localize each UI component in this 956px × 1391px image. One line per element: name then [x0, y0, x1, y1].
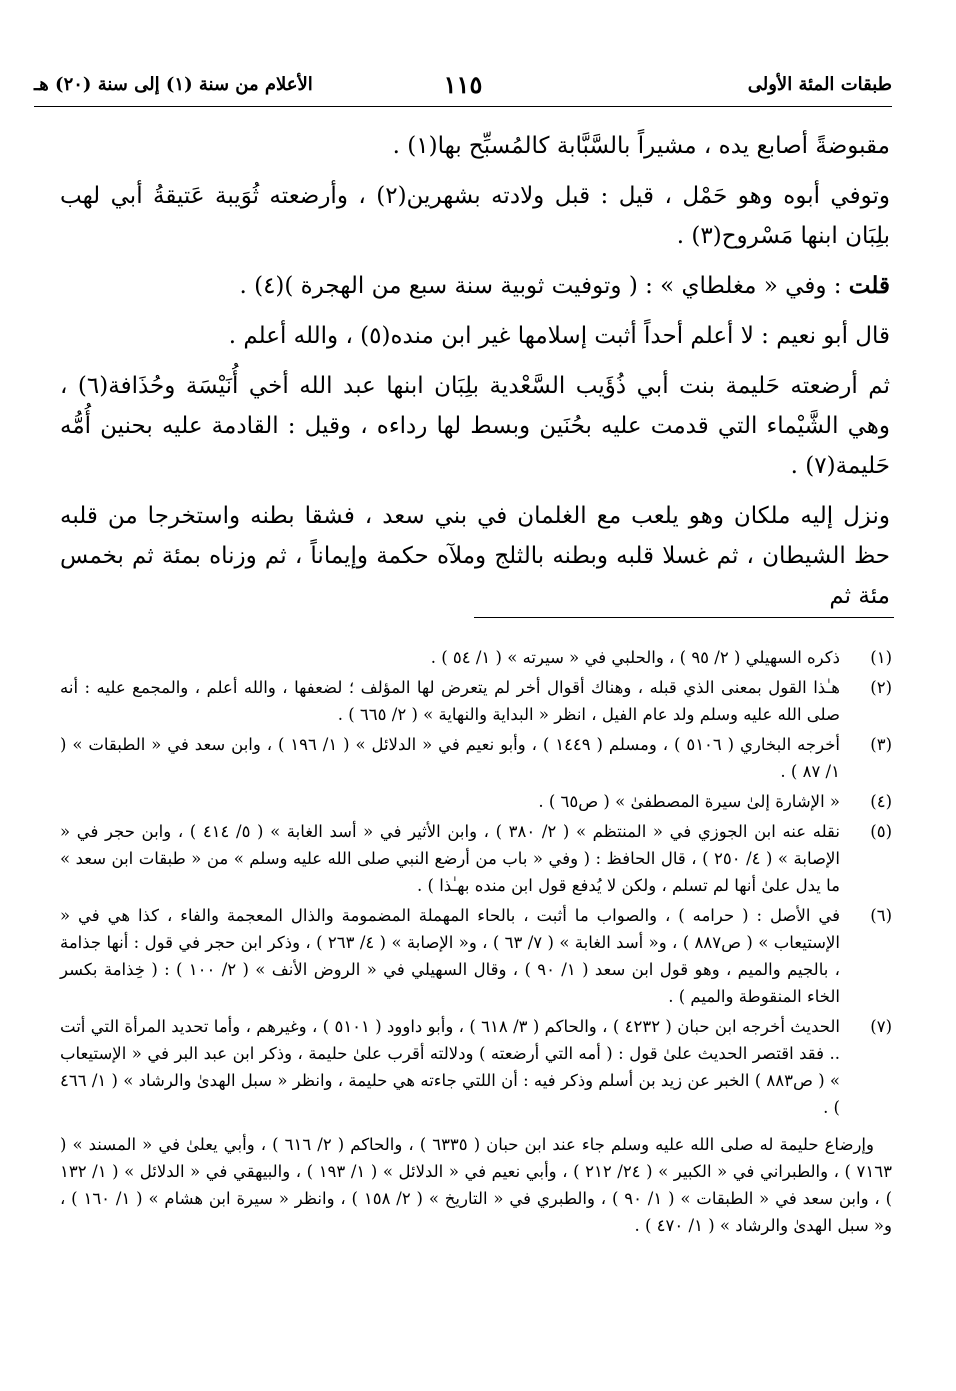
paragraph-5: ثم أرضعته حَليمة بنت أبي ذُؤَيب السَّعْدية بلِبَان ابنها عبد الله أخي أُنَيْسَة وحُذَافة(٦) ، وهي الشَّيْماء التي قدمت عليه بحُنَين وبسط لها رداءه ، وقيل : القادمة عليه بحنين أُمُّه حَليمة(٧) . — [60, 373, 890, 479]
footnote-number: (٣) — [870, 735, 892, 754]
footnote-text: الحديث أخرجه ابن حبان ( ٤٢٣٢ ) ، والحاكم ( ٣/ ٦١٨ ) ، وأبو داوود ( ٥١٠١ ) ، وغيرهم ، وأما تحديد المرأة التي أتت .. فقد اقتصر الحديث علىٰ قول : ( أمه التي أرضعته ) ودلالته أقرب علىٰ حليمة ، وذكر ابن عبد البر في « الإستيعاب » ( ص٨٨٣ ) الخبر عن زيد بن أسلم وذكر فيه : أن اللتي جاءته هي حليمة ، وانظر « سبل الهدىٰ والرشاد » ( ١/ ٤٦٦ ) . — [60, 1017, 840, 1117]
footnote — [60, 1013, 892, 1121]
footnote-number: (٧) — [870, 1017, 892, 1036]
footnote-text: أخرجه البخاري ( ٥١٠٦ ) ، ومسلم ( ١٤٤٩ ) ، وأبو نعيم في « الدلائل » ( ١/ ١٩٦ ) ، وابن سعد في « الطبقات » ( ١/ ٨٧ ) . — [60, 735, 840, 781]
footnote-continuation-text: وإرضاع حليمة له صلى الله عليه وسلم جاء عند ابن حبان ( ٦٣٣٥ ) ، والحاكم ( ٢/ ٦١٦ ) ، وأبي يعلىٰ في « المسند » ( ٧١٦٣ ) ، والطبراني في « الكبير » ( ٢٤/ ٢١٢ ) ، وأبي نعيم في « الدلائل » ( ١/ ١٩٣ ) ، والبيهقي في « الدلائل » ( ١/ ١٣٢ ) ، وابن سعد في « الطبقات » ( ١/ ٩٠ ) ، والطبري في « التاريخ » ( ٢/ ١٥٨ ) ، وانظر « سيرة ابن هشام » ( ١/ ١٦٠ ) ، و« سبل الهدىٰ والرشاد » ( ١/ ٤٧٠ ) . — [60, 1135, 893, 1235]
footnote-text: ذكره السهيلي ( ٢/ ٩٥ ) ، والحلبي في « سيرته » ( ١/ ٥٤ ) . — [430, 648, 840, 667]
header-book-section: طبقات المئة الأولى — [747, 74, 892, 95]
header-year-range: الأعلام من سنة (١) إلى سنة (٢٠) هـ — [34, 74, 313, 95]
footnote-number: (١) — [870, 648, 892, 667]
footnote — [60, 731, 892, 785]
footnotes — [60, 644, 892, 1239]
footnote — [60, 902, 892, 1010]
footnote-continuation — [60, 1131, 892, 1239]
footnote-number: (٢) — [870, 678, 892, 697]
paragraph-3-lead: قلت — [848, 272, 890, 299]
footnote — [60, 644, 892, 671]
running-header — [34, 66, 892, 107]
footnote-separator — [474, 617, 894, 618]
paragraph-6: ونزل إليه ملكان وهو يلعب مع الغلمان في بني سعد ، فشقا بطنه واستخرجا من قلبه حظ الشيطان ، ثم غسلا قلبه وبطنه بالثلج وملآه حكمة وإيماناً ، ثم وزناه بمئة ثم بخمس مئة ثم — [60, 503, 890, 609]
paragraph-3-text: : وفي « مغلطاي » : ( وتوفيت ثوبية سنة سبع من الهجرة )(٤) . — [239, 273, 849, 299]
footnote-number: (٤) — [870, 792, 892, 811]
paragraph-3 — [60, 266, 890, 306]
footnote-text: في الأصل : ( حرامه ) ، والصواب ما أثبت ، بالحاء المهملة المضمومة والذال المعجمة والفاء ، كذا هي في « الإستيعاب » ( ص٨٨٧ ) ، و« أسد الغابة » ( ٧/ ٦٣ ) ، و« الإصابة » ( ٤/ ٢٦٣ ) ، وذكر ابن حجر في قول : أنها جذامة ، بالجيم والميم ، وهو قول ابن سعد ( ١/ ٩٠ ) ، وقال السهيلي في « الروض الأنف » ( ٢/ ١٠٠ ) : ( خِذامة بكسر الخاء المنقوطة والميم ) . — [60, 906, 840, 1006]
paragraph-4: قال أبو نعيم : لا أعلم أحداً أثبت إسلامها غير ابن منده(٥) ، والله أعلم . — [228, 323, 890, 349]
paragraph-1: مقبوضةً أصابع يده ، مشيراً بالسَّبَّابة كالمُسبِّح بها(١) . — [392, 133, 890, 159]
main-text — [60, 126, 890, 626]
footnote-text: هـٰذا القول بمعنى الذي قبله ، وهناك أقوال أخر لم يتعرض لها المؤلف ؛ لضعفها ، والله أعلم ، والمجمع عليه : أنه صلى الله عليه وسلم ولد عام الفيل ، انظر « البداية والنهاية » ( ٢/ ٦٦٥ ) . — [60, 678, 840, 724]
footnote — [60, 818, 892, 899]
footnote-text: نقله عنه ابن الجوزي في « المنتظم » ( ٢/ ٣٨٠ ) ، وابن الأثير في « أسد الغابة » ( ٥/ ٤١٤ ) ، وابن حجر في « الإصابة » ( ٤/ ٢٥٠ ) ، قال الحافظ : ( وفي « باب من أرضع النبي صلى الله عليه وسلم » من « طبقات ابن سعد » ما يدل علىٰ أنها لم تسلم ، ولكن لا يُدفع قول ابن منده بهـٰذا ) . — [60, 822, 840, 895]
footnote — [60, 674, 892, 728]
footnote-text: « الإشارة إلىٰ سيرة المصطفىٰ » ( ص٦٥ ) . — [538, 792, 840, 811]
footnote — [60, 788, 892, 815]
page-number: ١١٥ — [443, 70, 483, 99]
footnote-number: (٥) — [870, 822, 892, 841]
paragraph-2: وتوفي أبوه وهو حَمْل ، قيل : قبل ولادته بشهرين(٢) ، وأرضعته ثُوَيبة عَتيقةُ أبي لهب بلِبَان ابنها مَسْروح(٣) . — [60, 183, 890, 249]
footnote-number: (٦) — [870, 906, 892, 925]
